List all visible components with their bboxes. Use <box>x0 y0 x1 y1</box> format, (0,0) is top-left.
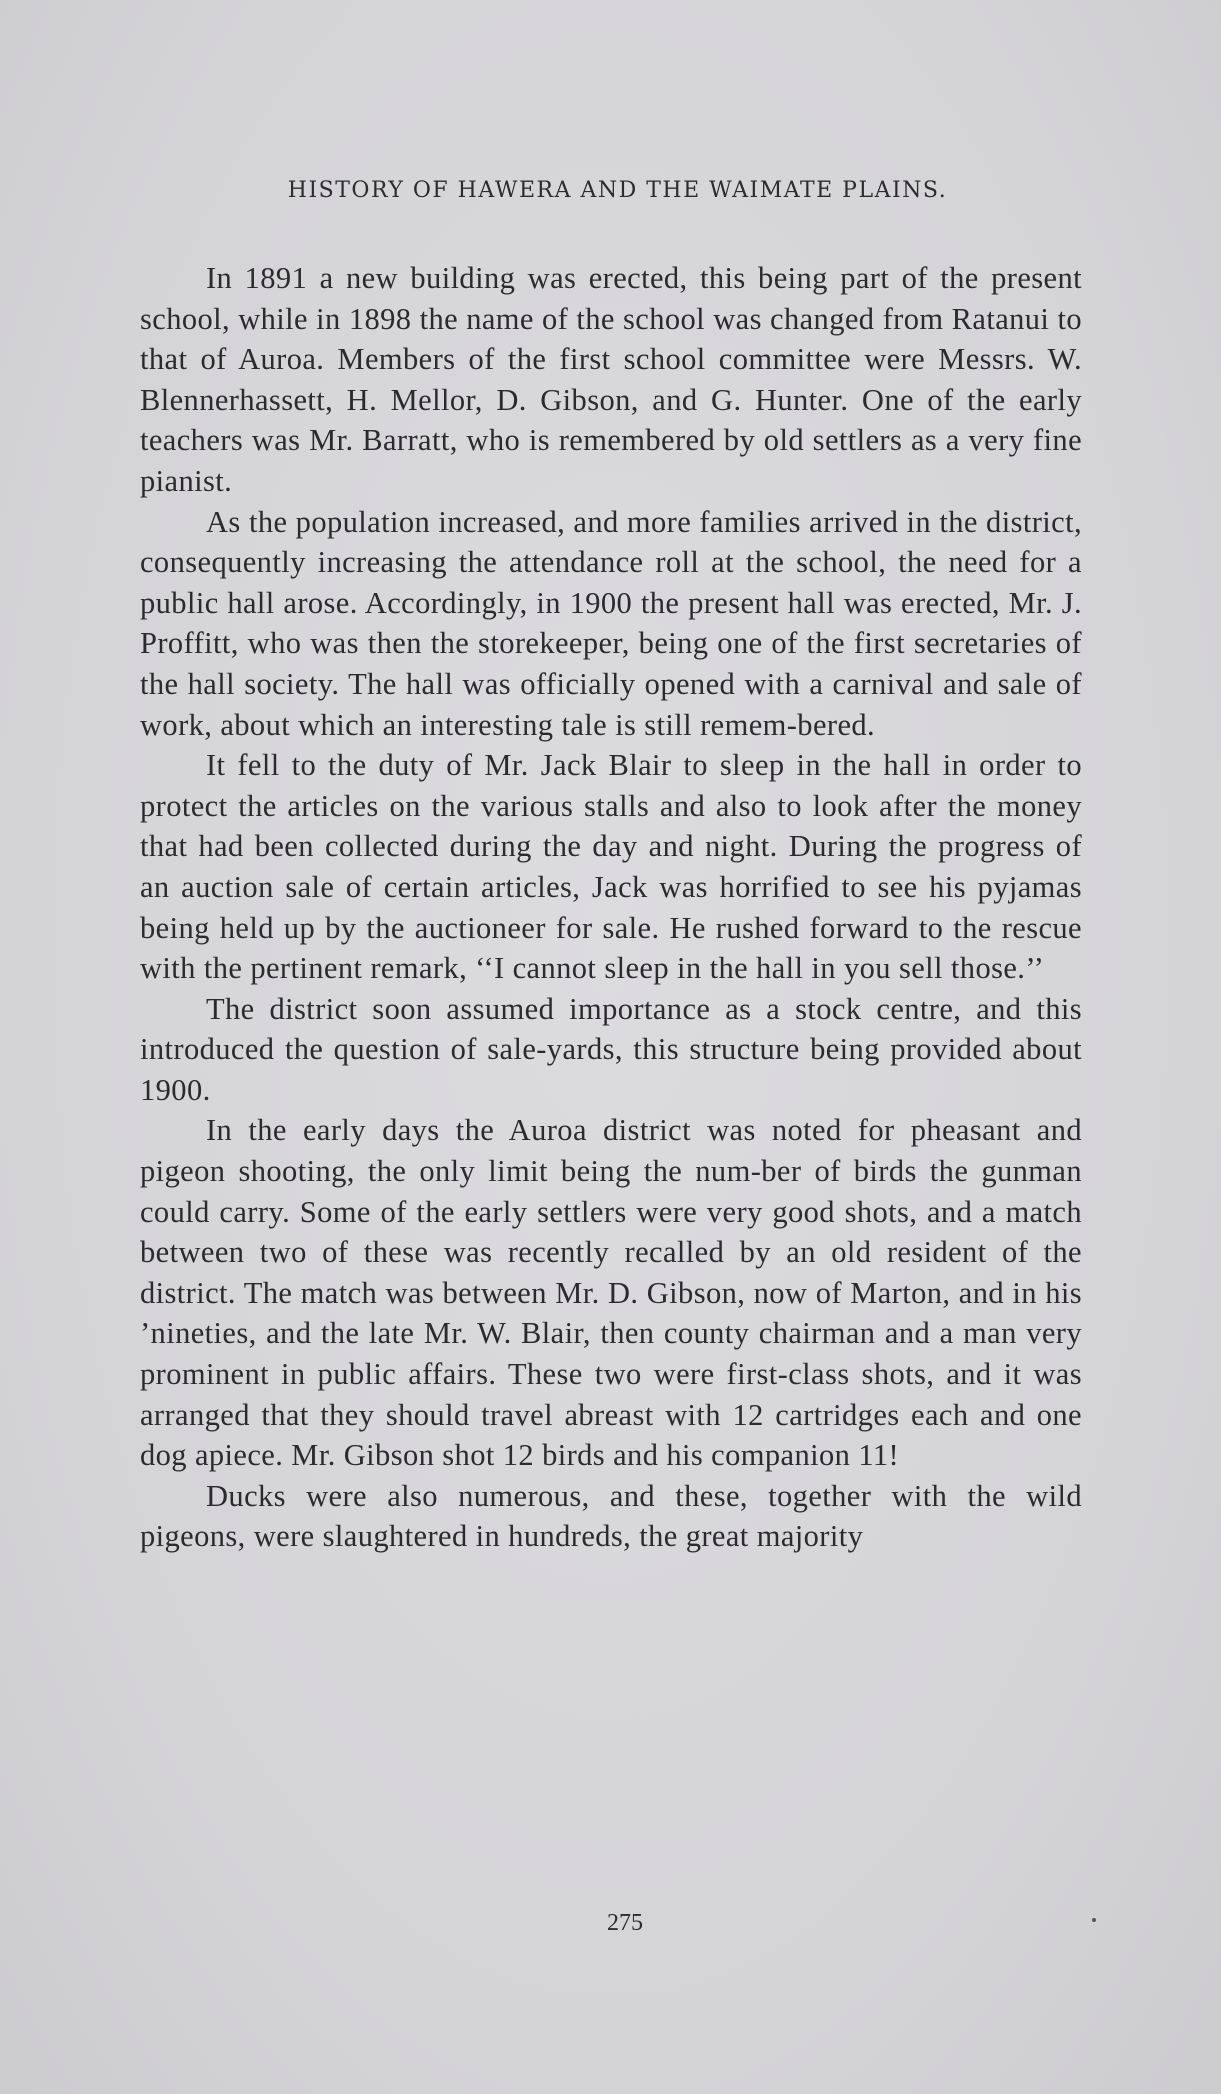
paragraph: As the population increased, and more families arrived in the district, consequently increasing the attendance roll at the school, the need for a public hall arose. Accordingly, in 1900 the present hall was erected, Mr. J. Proffitt, who was then the storekeeper, being one of the first secretaries of the hall society. The hall was officially opened with a carnival and sale of work, about which an interesting tale is still remem-bered. <box>140 504 1082 742</box>
paragraph: Ducks were also numerous, and these, together with the wild pigeons, were slaughtered in hundreds, the great majority <box>140 1478 1082 1554</box>
body-text <box>140 258 1082 1557</box>
running-head: HISTORY OF HAWERA AND THE WAIMATE PLAINS. <box>287 178 948 203</box>
paragraph: It fell to the duty of Mr. Jack Blair to sleep in the hall in order to protect the articles on the various stalls and also to look after the money that had been collected during the day and night. During the progress of an auction sale of certain articles, Jack was horrified to see his pyjamas being held up by the auctioneer for sale. He rushed forward to the rescue with the pertinent remark, ‘‘I cannot sleep in the hall in you sell those.’’ <box>140 748 1082 986</box>
paragraph: In the early days the Auroa district was noted for pheasant and pigeon shooting, the only limit being the num-ber of birds the gunman could carry. Some of the early settlers were very good shots, and a match between two of these was recently recalled by an old resident of the district. The match was between Mr. D. Gibson, now of Marton, and in his ’nineties, and the late Mr. W. Blair, then county chairman and a man very prominent in public affairs. These two were first-class shots, and it was arranged that they should travel abreast with 12 cartridges each and one dog apiece. Mr. Gibson shot 12 birds and his companion 11! <box>140 1113 1082 1473</box>
ink-speck <box>1092 1918 1096 1922</box>
paragraph: The district soon assumed importance as a stock centre, and this introduced the question of sale-yards, this structure being provided about 1900. <box>140 991 1082 1107</box>
page-number: 275 <box>607 1910 643 1936</box>
paragraph: In 1891 a new building was erected, this being part of the present school, while in 1898 the name of the school was changed from Ratanui to that of Auroa. Members of the first school committee were Messrs. W. Blennerhassett, H. Mellor, D. Gibson, and G. Hunter. One of the early teachers was Mr. Barratt, who is remembered by old settlers as a very fine pianist. <box>140 261 1082 498</box>
